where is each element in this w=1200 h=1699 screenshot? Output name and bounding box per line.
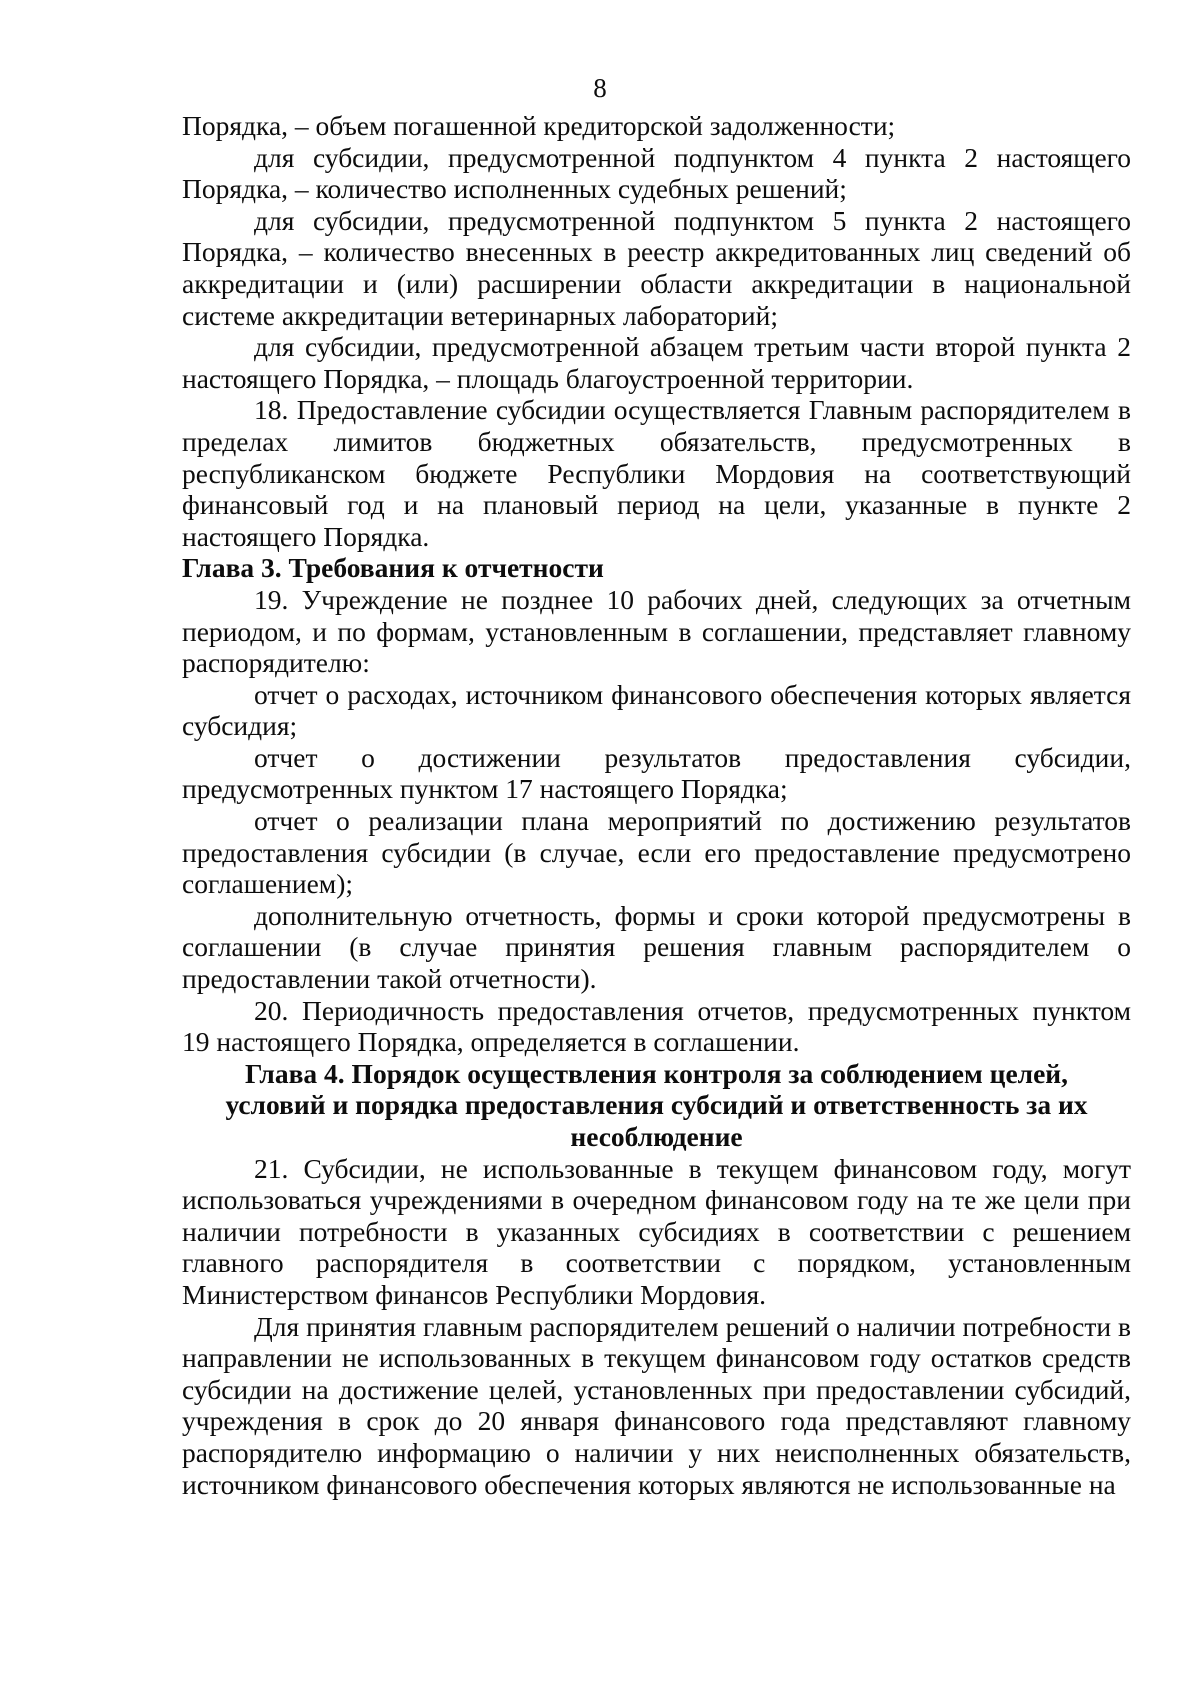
document-body — [182, 110, 1131, 1500]
paragraph-21: 21. Субсидии, не использованные в текущем финансовом году, могут использоваться учреждениями в очередном финансовом году на те же цели при наличии потребности в указанных субсидиях в соответствии с решением главного распорядителя в соответствии с порядком, установленным Министерством финансов Республики Мордовия. — [182, 1152, 1131, 1310]
paragraph-continuation: Порядка, – объем погашенной кредиторской задолженности; — [182, 110, 896, 141]
paragraph-19: 19. Учреждение не позднее 10 рабочих дней, следующих за отчетным периодом, и по формам, установленным в соглашении, представляет главному распорядителю: — [182, 583, 1131, 679]
paragraph-subsidy-third: для субсидии, предусмотренной абзацем третьим части второй пункта 2 настоящего Порядка, – площадь благоустроенной территории. — [182, 331, 1131, 394]
page-number: 8 — [593, 73, 607, 103]
chapter-4-title-line: Глава 4. Порядок осуществления контроля за соблюдением целей, — [245, 1057, 1068, 1089]
chapter-4-title-line: несоблюдение — [570, 1121, 743, 1152]
paragraph-report-expenses: отчет о расходах, источником финансового обеспечения которых является субсидия; — [182, 678, 1131, 742]
paragraph-subsidy-5: для субсидии, предусмотренной подпунктом 5 пункта 2 настоящего Порядка, – количество внесенных в реестр аккредитованных лиц сведений об аккредитации и (или) расширении области аккредитации в национальной системе аккредитации ветеринарных лабораторий; — [182, 204, 1131, 331]
paragraph-decision: Для принятия главным распорядителем решений о наличии потребности в направлении не использованных в текущем финансовом году остатков средств субсидии на достижение целей, установленных при предоставлении субсидий, учреждения в срок до 20 января финансового года представляют главному распорядителю информацию о наличии у них неисполненных обязательств, источником финансового обеспечения которых являются не использованные на — [182, 1310, 1131, 1500]
paragraph-additional-reporting: дополнительную отчетность, формы и сроки которой предусмотрены в соглашении (в случае принятия решения главным распорядителем о предоставлении такой отчетности). — [182, 899, 1131, 995]
paragraph-subsidy-4: для субсидии, предусмотренной подпунктом 4 пункта 2 настоящего Порядка, – количество исполненных судебных решений; — [182, 141, 1131, 205]
paragraph-20: 20. Периодичность предоставления отчетов, предусмотренных пунктом 19 настоящего Порядка, определяется в соглашении. — [182, 994, 1131, 1058]
paragraph-18: 18. Предоставление субсидии осуществляется Главным распорядителем в пределах лимитов бюджетных обязательств, предусмотренных в республиканском бюджете Республики Мордовия на соответствующий финансовый год и на плановый период на цели, указанные в пункте 2 настоящего Порядка. — [182, 394, 1131, 552]
chapter-4-title-line: условий и порядка предоставления субсидий и ответственность за их — [225, 1089, 1088, 1121]
paragraph-report-results: отчет о достижении результатов предоставления субсидии, предусмотренных пунктом 17 настоящего Порядка; — [182, 741, 1131, 805]
chapter-4-title — [182, 1058, 1131, 1153]
paragraph-report-plan: отчет о реализации плана мероприятий по достижению результатов предоставления субсидии (в случае, если его предоставление предусмотрено соглашением); — [182, 805, 1131, 900]
chapter-3-title: Глава 3. Требования к отчетности — [182, 552, 604, 584]
